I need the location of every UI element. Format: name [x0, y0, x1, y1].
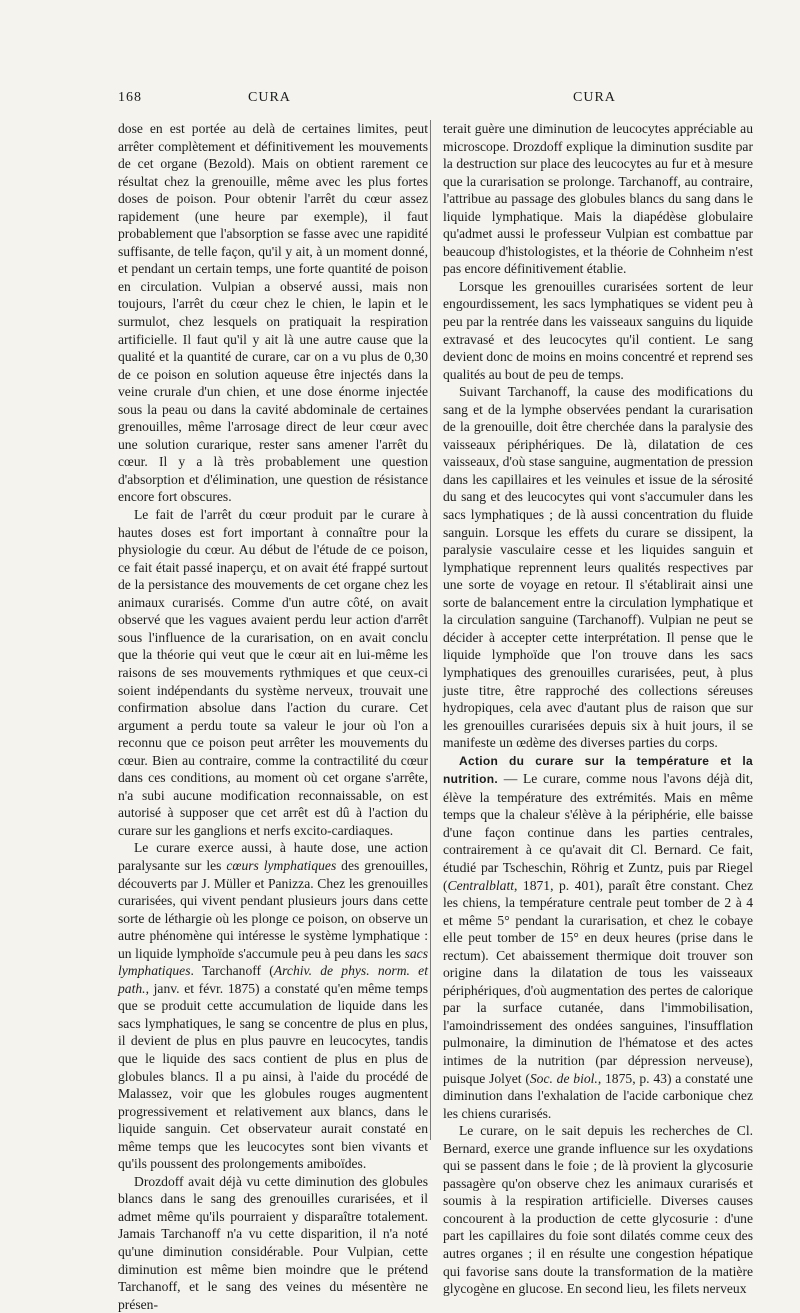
citation-title: Centralblatt — [447, 877, 514, 893]
column-divider — [430, 120, 431, 1140]
paragraph: Suivant Tarchanoff, la cause des modifications du sang et de la lymphe observées pendant la curarisation de la grenouille, doit être cherchée dans la paralysie des vaisseaux périphériques. De là, dilatation de ces vaisseaux, d'où stase sanguine, augmentation de pression dans les capillaires et les veinules et issue de la sérosité du sang et des leucocytes qui vont s'accumuler dans les sacs lymphatiques ; de là aussi concentration du fluide sanguin. Lorsque les effets du curare se dissipent, la paralysie vasculaire cesse et les liquides sanguin et lymphatique reprennent leurs qualités respectives par une sorte de voyage en retour. Il s'établirait ainsi une sorte de balancement entre la circulation lymphatique et la circulation sanguine (Tarchanoff). Vulpian ne peut se décider à accepter cette interprétation. Il pense que le liquide lymphoïde que l'on trouve dans les sacs lymphatiques des grenouilles curarisées, peut, à plus juste titre, être rapproché des collections séreuses hydropiques, cela avec d'autant plus de raison que sur les grenouilles curarisées depuis six à huit jours, il se manifeste un œdème des diverses parties du corps. — [443, 384, 753, 751]
paragraph: Lorsque les grenouilles curarisées sortent de leur engourdissement, les sacs lymphatiques se vident peu à peu par la rentrée dans les vaisseaux sanguins du liquide extravasé et des leucocytes qu'il contient. Le sang devient donc de moins en moins concentré et reprend ses qualités au bout de peu de temps. — [443, 278, 753, 382]
paragraph — [443, 752, 753, 1122]
citation-title: Soc. de biol. — [529, 1070, 598, 1086]
paragraph: Le fait de l'arrêt du cœur produit par le curare à hautes doses est fort important à connaître pour la physiologie du cœur. Au début de l'étude de ce poison, ce fait était passé inaperçu, et on avait été frappé surtout de la persistance des mouvements de cet organe chez les animaux curarisés. Comme d'un autre côté, on avait observé que les vagues avaient perdu leur action d'arrêt sous l'influence de la curarisation, on en avait conclu que la théorie qui veut que le cœur ait en lui-même les raisons de ses mouvements rythmiques et que ceux-ci soient indépendants du système nerveux, trouvait une confirmation absolue dans l'action du curare. Cet argument a perdu toute sa valeur le jour où l'on a reconnu que ce poison peut arrêter les mouvements du cœur. Bien au contraire, comme la contractilité du cœur dans ces conditions, au moment où cet organe s'arrête, n'a subi aucune modification reconnaissable, on est autorisé à supposer que cet arrêt est dû à l'action du curare sur les ganglions et nerfs excito-cardiaques. — [118, 507, 428, 838]
page-header — [0, 90, 800, 114]
paragraph: Le curare, on le sait depuis les recherches de Cl. Bernard, exerce une grande influence sur les oxydations qui se passent dans le foie ; de là provient la glycosurie passagère qu'on observe chez les animaux curarisés et soumis à la respiration artificielle. Diverses causes concourent à la production de cette glycosurie : d'une part les capillaires du foie sont dilatés comme ceux des autres organes ; il en résulte une congestion hépatique qui favorise sans doute la transformation de la matière glycogène en glucose. En second lieu, les filets nerveux — [443, 1123, 753, 1297]
italic-term: sacs lymphatiques — [118, 945, 428, 979]
paragraph — [118, 839, 428, 1172]
citation-title: Archiv. de phys. norm. et path. — [118, 963, 428, 996]
italic-term: cœurs lymphatiques — [226, 857, 337, 873]
right-column — [443, 120, 753, 1298]
paragraph: dose en est portée au delà de certaines limites, peut arrêter complètement et définitivement les mouvements de cet organe (Bezold). Mais on obtient rarement ce résultat chez la grenouille, même avec les plus fortes doses de poison. Pour obtenir l'arrêt du cœur assez rapidement (une heure par exemple), il faut probablement que l'absorption se fasse avec une rapidité suffisante, de telle façon, qu'il y ait, à un moment donné, et pendant un certain temps, une forte quantité de poison en circulation. Vulpian a observé aussi, mais non toujours, l'arrêt du cœur chez le chien, le lapin et le surmulot, chez lesquels on pratiquait la respiration artificielle. Il faut qu'il y ait là une autre cause que la qualité et la quantité de curare, car on a vu plus de 0,30 de ce poison en solution aqueuse être injectés dans la veine crurale d'un chien, et une dose énorme injectée sous la peau ou dans la cavité abdominale de certaines grenouilles, même l'arrosage direct de leur cœur avec une solution curarique, rester sans amener l'arrêt du cœur. Il y a là très probablement une question d'absorption et d'élimination, une question de résistance encore fort obscures. — [118, 121, 428, 505]
paragraph: terait guère une diminution de leucocytes appréciable au microscope. Drozdoff explique la diminution susdite par la destruction sur place des leucocytes au fur et à mesure que la curarisation se prolonge. Tarchanoff, au contraire, l'attribue au passage des globules blancs du sang dans le liquide lymphatique. Mais la diapédèse globulaire qu'admet aussi le professeur Vulpian est combattue par beaucoup d'histologistes, et la théorie de Cohnheim n'est pas encore définitivement établie. — [443, 121, 753, 277]
text-run: , janv. et févr. 1875) a constaté qu'en même temps que se produit cette accumulation de liquide dans les sacs lymphatiques, le sang se concentre de plus en plus, il devient de plus en plus pauvre en leucocytes, tandis que le liquide des sacs contient de plus en plus de globules blancs. Il a pu ainsi, à l'aide du procédé de Malassez, voir que les globules rouges augmentent progressivement et relativement aux blancs, dans le liquide sanguin. Cet observateur aurait constaté en même temps que les leucocytes sont bien vivants et qu'ils poussent des prolongements amiboïdes. — [118, 980, 428, 1172]
running-head-right: CURA — [573, 90, 616, 105]
text-run: Le curare exerce aussi, à haute dose, une action paralysante sur les — [118, 840, 428, 873]
running-head-left: CURA — [248, 90, 291, 105]
text-run: — Le curare, comme nous l'avons déjà dit, élève la température des extrémités. Mais en même temps que la chaleur s'élève à la périphérie, elle baisse d'une façon continue dans les parties centrales, contrairement à ce qu'avait dit Cl. Bernard. Ce fait, étudié par Tscheschin, Röhrig et Zuntz, puis par Riegel ( — [443, 771, 753, 893]
section-run-in-heading: Action du curare sur la température et la nutrition. — [443, 753, 753, 787]
text-run: des grenouilles, découverts par J. Müller et Panizza. Chez les grenouilles curarisées, qui vivent pendant plusieurs jours dans cette sorte de léthargie où les plonge ce poison, on observe un autre phénomène qui intéresse le système lymphatique : un liquide lymphoïde s'accumule peu à peu dans les — [118, 857, 428, 961]
text-run: , 1871, p. 401), paraît être constant. Chez les chiens, la température centrale peut tomber de 2 à 4 et même 5° pendant la curarisation, et chez le cobaye elle peut tomber de 15° en deux heures (prise dans le rectum). Cet abaissement thermique doit trouver son origine dans la dilatation de tous les vaisseaux périphériques, d'où augmentation des pertes de calorique par la surface cutanée, dans l'immobilisation, l'amoindrissement des ondées sanguines, l'insufflation pulmonaire, la diminution de l'hématose et des actes intimes de la nutrition (par dépression nerveuse), puisque Jolyet ( — [443, 877, 753, 1086]
text-run: , 1875, p. 43) a constaté une diminution dans l'exhalation de l'acide carbonique chez les chiens curarisés. — [443, 1070, 754, 1121]
paragraph: Drozdoff avait déjà vu cette diminution des globules blancs dans le sang des grenouilles curarisées, et il admet même qu'ils pourraient y disparaître totalement. Jamais Tarchanoff n'a vu cette disparition, il n'a noté qu'une diminution considérable. Pour Vulpian, cette diminution est même bien moindre que le prétend Tarchanoff, et le sang des veines du mésentère ne présen- — [118, 1173, 428, 1312]
text-run: . Tarchanoff ( — [190, 963, 274, 979]
page-number: 168 — [118, 90, 142, 105]
left-column — [118, 120, 428, 1313]
